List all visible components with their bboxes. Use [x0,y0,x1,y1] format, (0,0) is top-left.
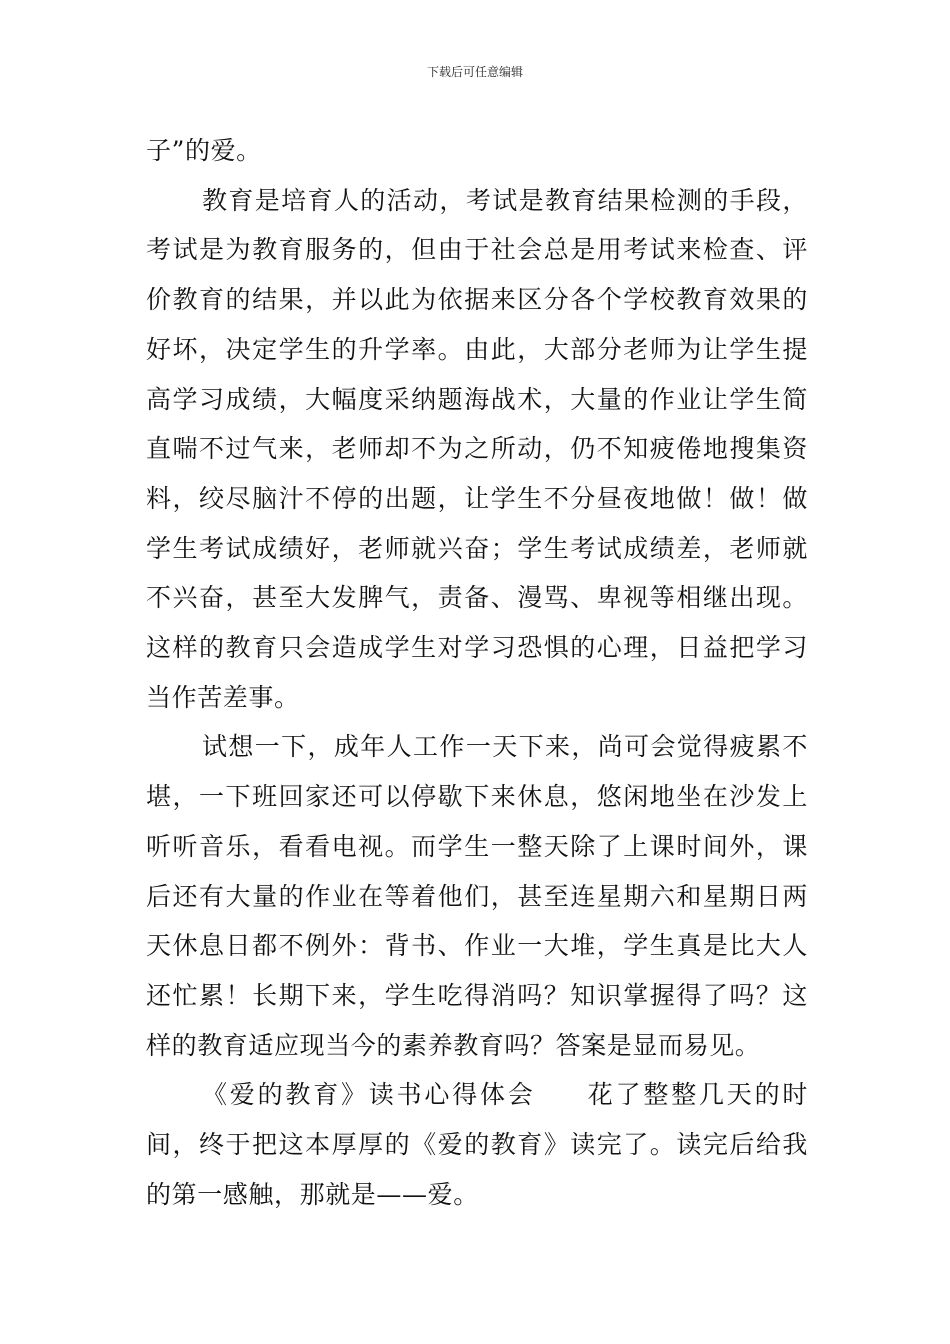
paragraph-reading-notes [146,1070,808,1219]
paragraph-student-burden: 试想一下，成年人工作一天下来，尚可会觉得疲累不堪，一下班回家还可以停歇下来休息，悠闲地坐在沙发上听听音乐，看看电视。而学生一整天除了上课时间外，课后还有大量的作业在等着他们，甚至连星期六和星期日两天休息日都不例外：背书、作业一大堆，学生真是比大人还忙累！长期下来，学生吃得消吗？知识掌握得了吗？这样的教育适应现当今的素养教育吗？答案是显而易见。 [146,732,808,1060]
paragraph-continuation: 子”的爱。 [146,136,262,165]
document-body [146,126,808,1219]
paragraph-exams: 教育是培育人的活动，考试是教育结果检测的手段，考试是为教育服务的，但由于社会总是用考试来检查、评价教育的结果，并以此为依据来区分各个学校教育效果的好坏，决定学生的升学率。由此，大部分老师为让学生提高学习成绩，大幅度采纳题海战术，大量的作业让学生简直喘不过气来，老师却不为之所动，仍不知疲倦地搜集资料，绞尽脑汁不停的出题，让学生不分昼夜地做！做！做学生考试成绩好，老师就兴奋；学生考试成绩差，老师就不兴奋，甚至大发脾气，责备、漫骂、卑视等相继出现。这样的教育只会造成学生对学习恐惧的心理，日益把学习当作苦差事。 [146,185,808,712]
reading-notes-title: 《爱的教育》读书心得体会 [202,1080,536,1110]
reading-notes-text: 花了整整几天的时间，终于把这本厚厚的《爱的教育》读完了。读完后给我的第一感触，那就是——爱。 [146,1080,808,1209]
page-header: 下载后可任意编辑 [426,65,523,79]
